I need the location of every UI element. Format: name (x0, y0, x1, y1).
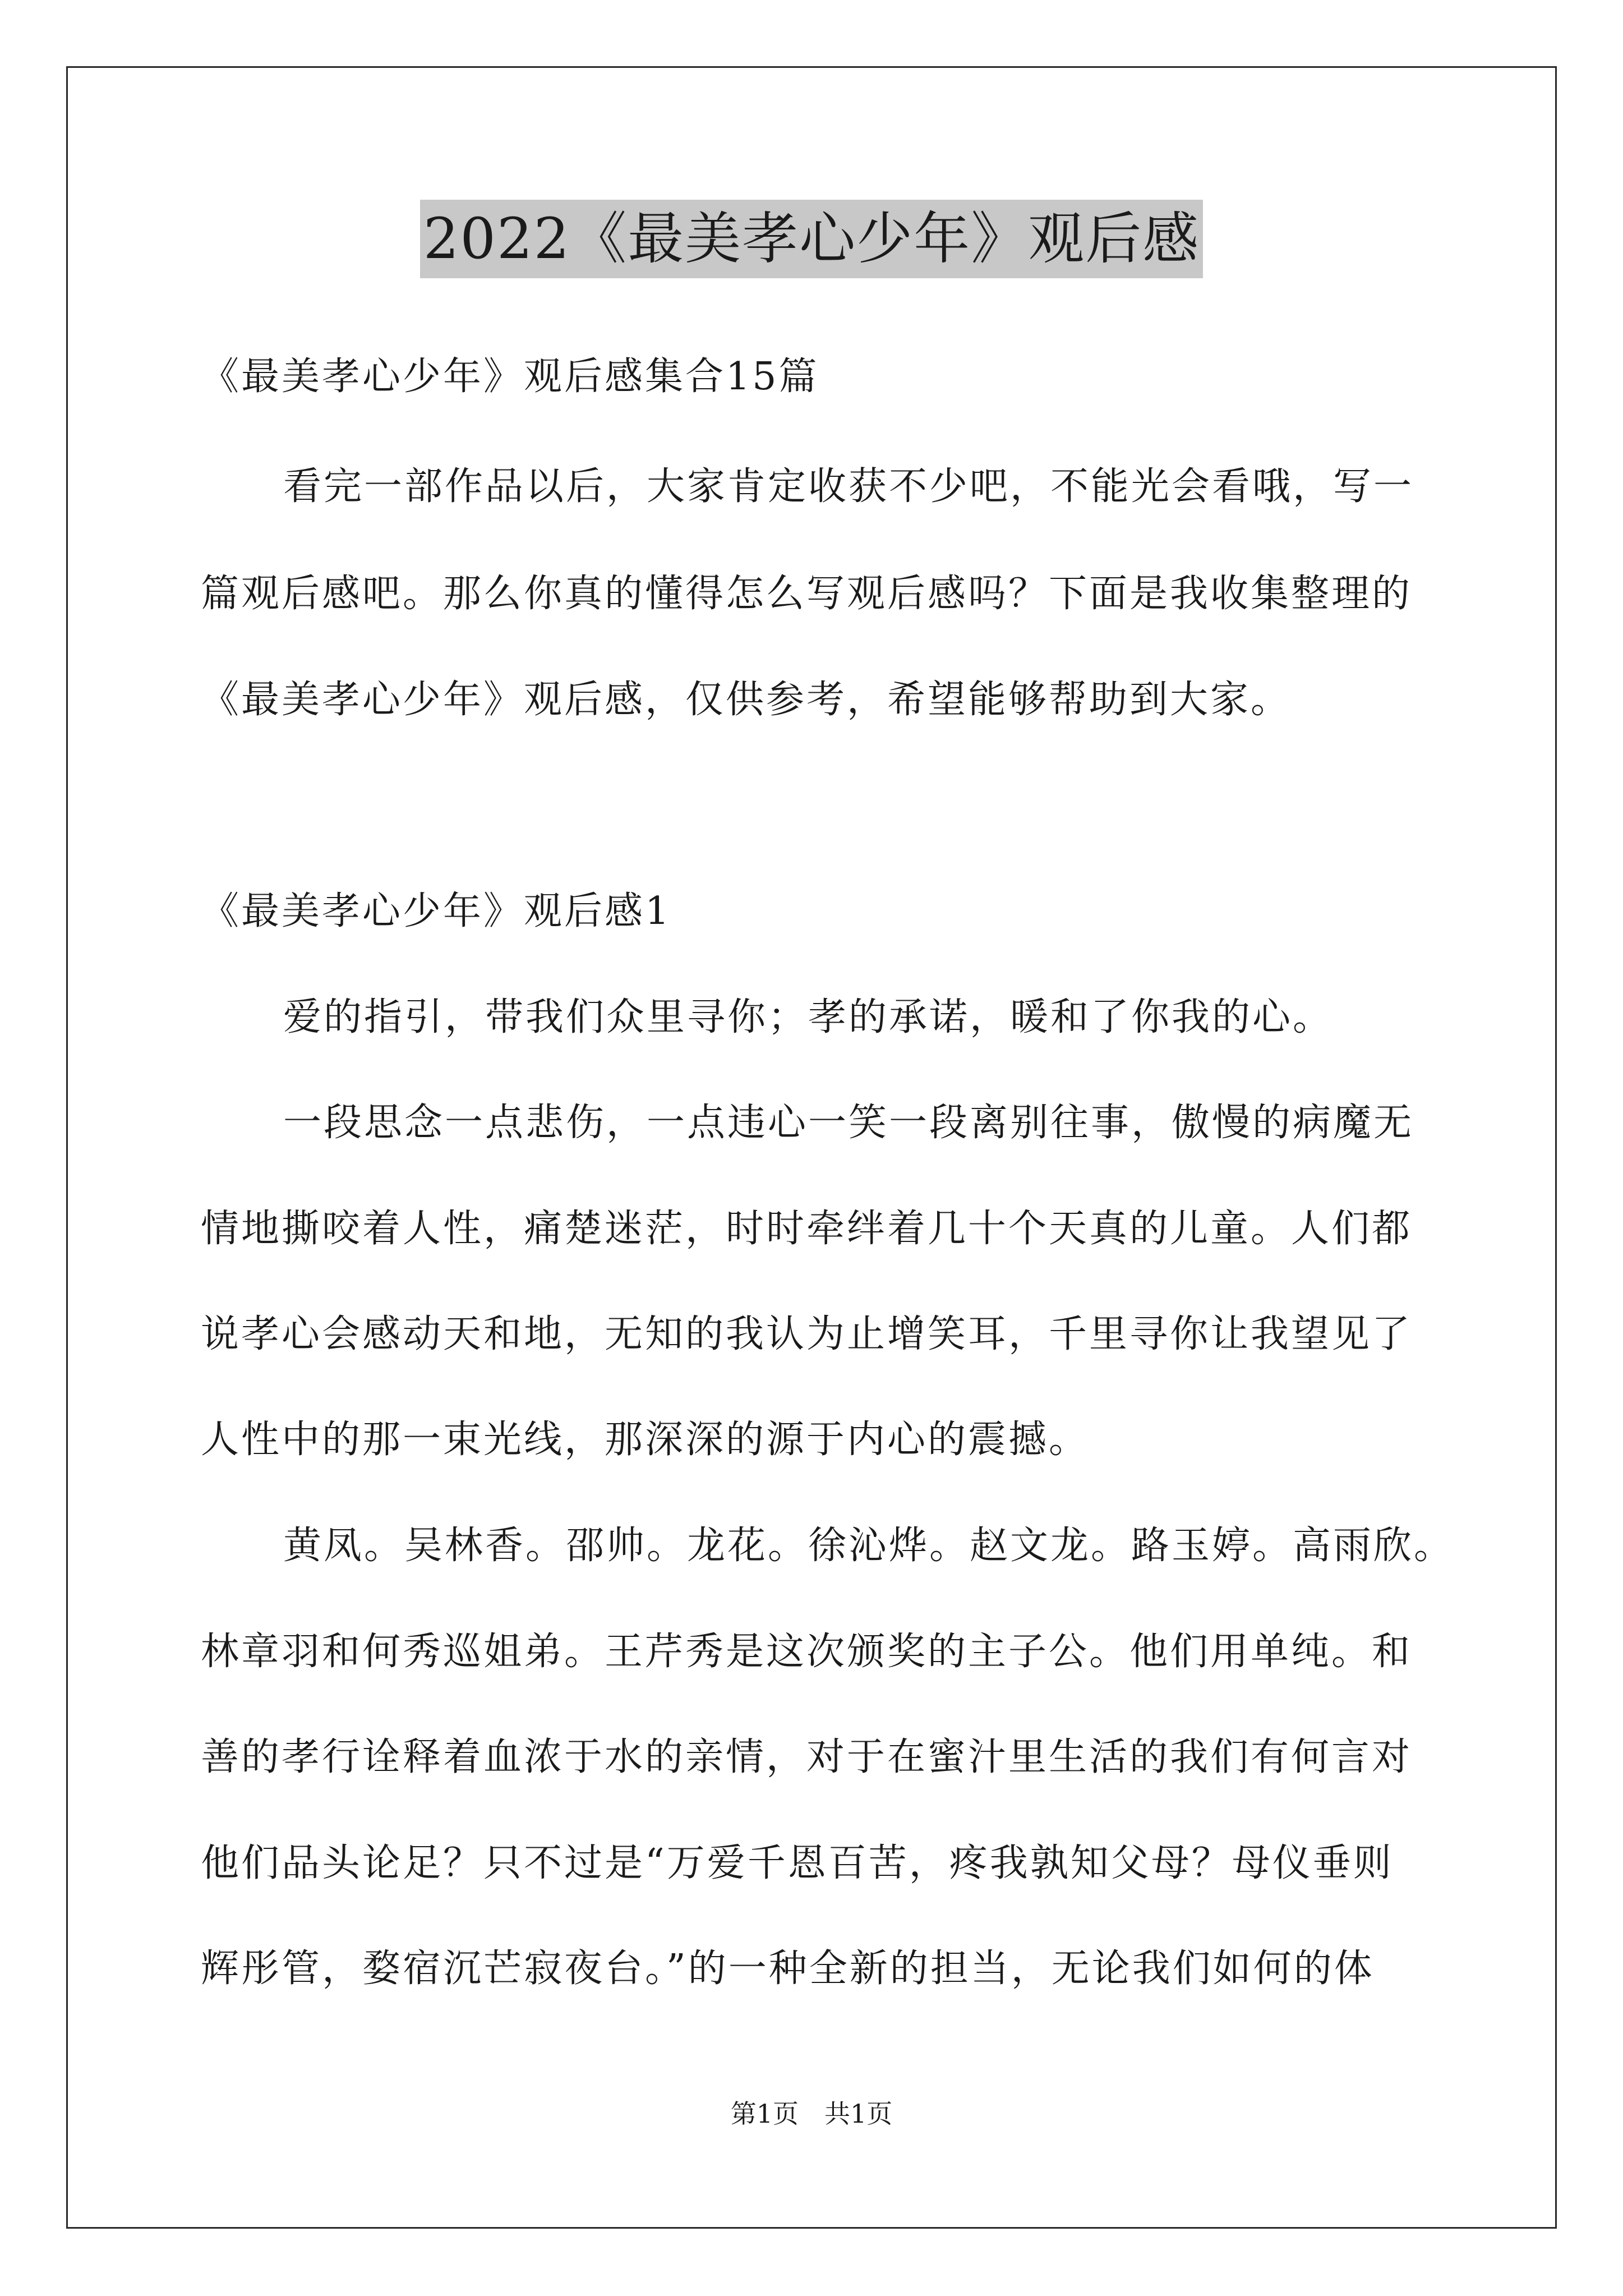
intro-line-2: 篇观后感吧。那么你真的懂得怎么写观后感吗？下面是我收集整理的 (201, 572, 1413, 616)
paragraph-3-line-3: 善的孝行诠释着血浓于水的亲情，对于在蜜汁里生活的我们有何言对 (201, 1735, 1413, 1779)
paragraph-2-line-3: 说孝心会感动天和地，无知的我认为止增笑耳，千里寻你让我望见了 (201, 1312, 1413, 1356)
page-number: 第1页 (730, 2099, 799, 2129)
paragraph-3-line-4: 他们品头论足？只不过是“万爱千恩百苦，疼我孰知父母？母仪垂则 (201, 1841, 1394, 1885)
section-heading: 《最美孝心少年》观后感1 (201, 889, 672, 933)
page-footer (0, 2098, 1623, 2129)
paragraph-2-line-2: 情地撕咬着人性，痛楚迷茫，时时牵绊着几十个天真的儿童。人们都 (201, 1207, 1413, 1251)
paragraph-2-line-4: 人性中的那一束光线，那深深的源于内心的震撼。 (201, 1418, 1090, 1462)
paragraph-3-line-1: 黄凤。吴林香。邵帅。龙花。徐沁烨。赵文龙。路玉婷。高雨欣。 (283, 1524, 1455, 1568)
paragraph-3-line-2: 林章羽和何秀巡姐弟。王芹秀是这次颁奖的主子公。他们用单纯。和 (201, 1630, 1413, 1674)
document-title: 2022《最美孝心少年》观后感 (420, 200, 1204, 278)
title-container (0, 200, 1623, 278)
paragraph-3-line-5: 辉彤管，婺宿沉芒寂夜台。”的一种全新的担当，无论我们如何的体 (201, 1947, 1375, 1991)
intro-line-3: 《最美孝心少年》观后感，仅供参考，希望能够帮助到大家。 (201, 678, 1292, 722)
subtitle: 《最美孝心少年》观后感集合15篇 (201, 355, 819, 399)
paragraph-2-line-1: 一段思念一点悲伤，一点违心一笑一段离别往事，傲慢的病魔无 (283, 1101, 1414, 1145)
page-total: 共1页 (824, 2099, 893, 2129)
intro-line-1: 看完一部作品以后，大家肯定收获不少吧，不能光会看哦，写一 (283, 464, 1414, 509)
paragraph-1: 爱的指引，带我们众里寻你；孝的承诺，暖和了你我的心。 (283, 995, 1334, 1039)
